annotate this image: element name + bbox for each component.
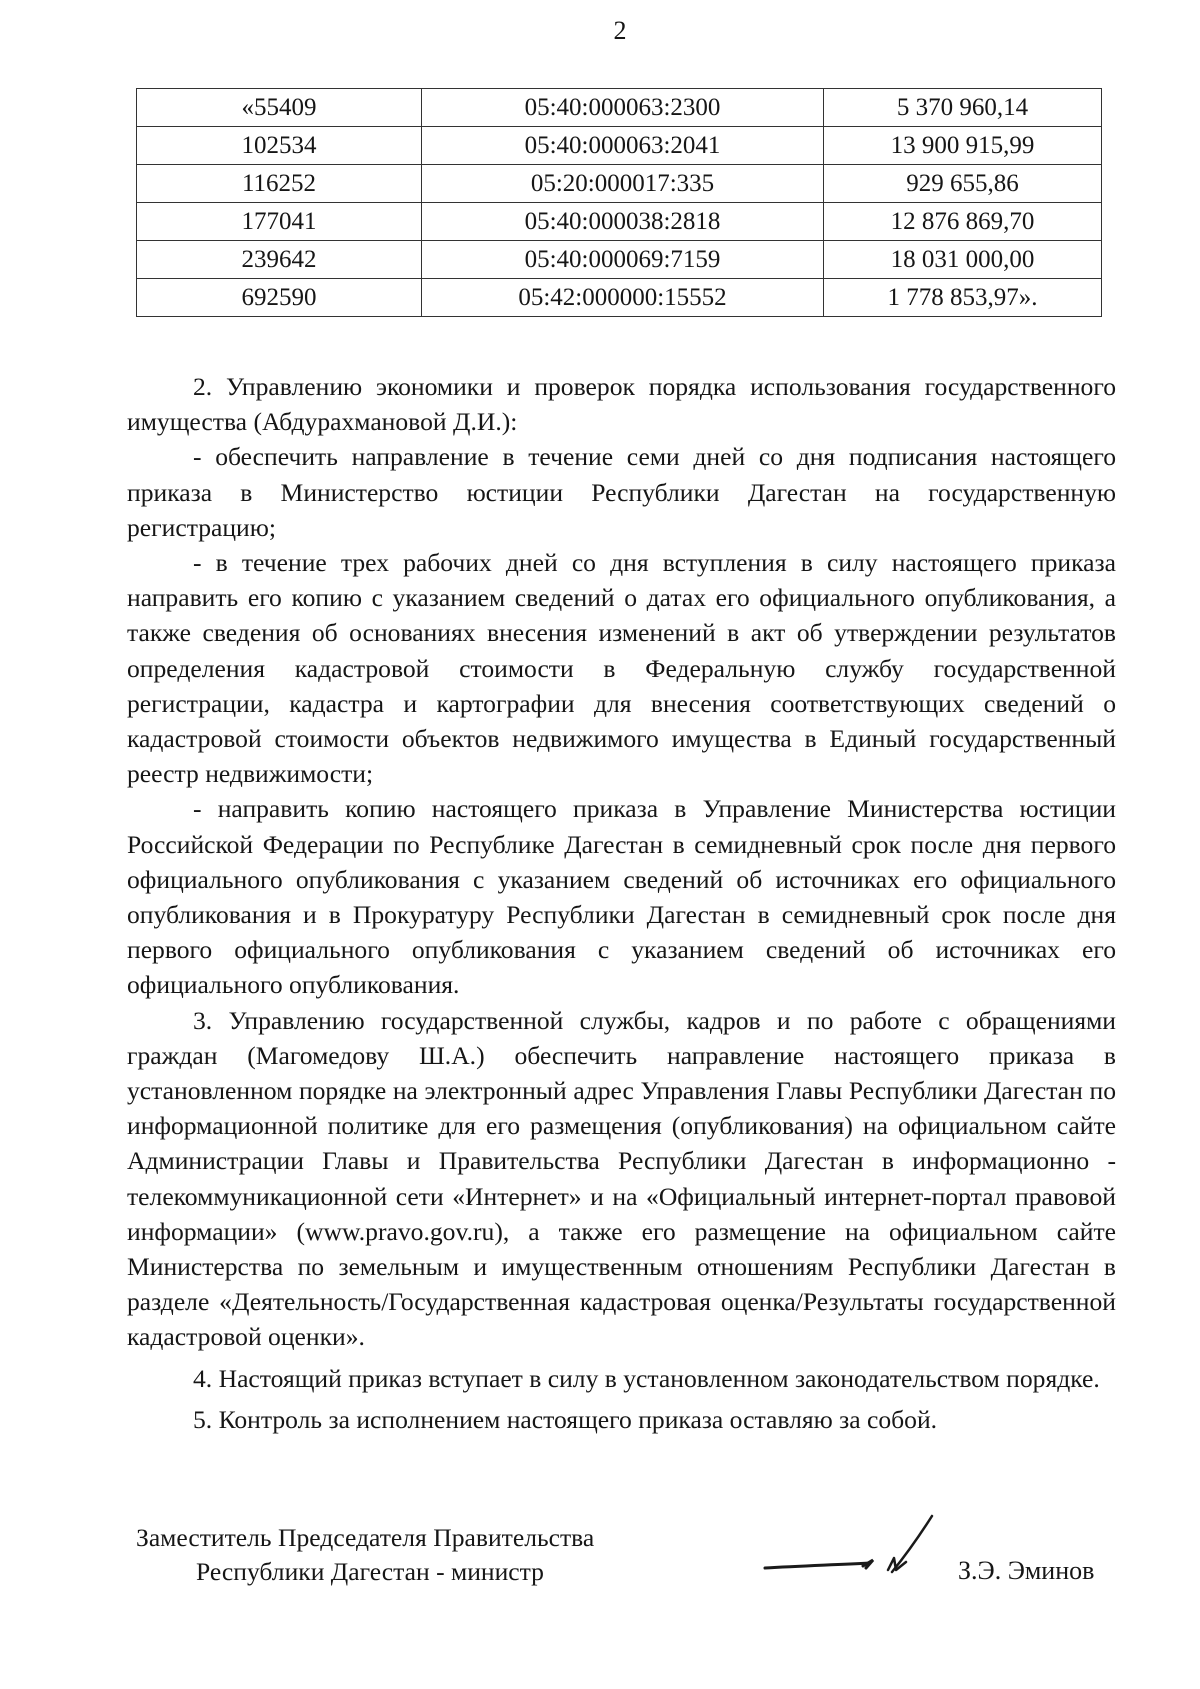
pravo-gov-link[interactable]: www.pravo.gov.ru — [305, 1216, 495, 1246]
table-cell-cadastral-number: 05:40:000069:7159 — [422, 241, 824, 279]
signatory-title — [136, 1521, 594, 1589]
paragraph-4: 4. Настоящий приказ вступает в силу в установленном законодательством порядке. — [193, 1363, 1100, 1393]
table-cell-number: 116252 — [137, 165, 422, 203]
table-cell-value: 1 778 853,97». — [824, 279, 1102, 317]
table-cell-number: 177041 — [137, 203, 422, 241]
table-cell-value: 5 370 960,14 — [824, 89, 1102, 127]
table-cell-cadastral-number: 05:40:000038:2818 — [422, 203, 824, 241]
table-row — [137, 89, 1102, 127]
table-cell-cadastral-number: 05:40:000063:2300 — [422, 89, 824, 127]
page-number: 2 — [613, 16, 627, 45]
table-cell-value: 18 031 000,00 — [824, 241, 1102, 279]
table-row — [137, 203, 1102, 241]
paragraph-5: 5. Контроль за исполнением настоящего приказа оставляю за собой. — [193, 1404, 938, 1434]
table-row — [137, 241, 1102, 279]
table-cell-cadastral-number: 05:42:000000:15552 — [422, 279, 824, 317]
signatory-title-line-2: Республики Дагестан - министр — [196, 1557, 544, 1586]
table-cell-number: 239642 — [137, 241, 422, 279]
table-cell-number: 692590 — [137, 279, 422, 317]
table-cell-cadastral-number: 05:40:000063:2041 — [422, 127, 824, 165]
table-cell-value: 13 900 915,99 — [824, 127, 1102, 165]
order-body — [127, 369, 1116, 1437]
table-row — [137, 165, 1102, 203]
paragraph-2-item-3: - направить копию настоящего приказа в Управление Министерства юстиции Российской Федерации по Республике Дагестан в семидневный срок после дня первого официального опубликования с указанием сведений об источниках его официального опубликования и в Прокуратуру Республики Дагестан в семидневный срок после дня первого официального опубликования с указанием сведений об источниках его официального опубликования. — [127, 794, 1116, 1000]
paragraph-2: 2. Управлению экономики и проверок порядка использования государственного имущества (Абдурахмановой Д.И.): — [127, 372, 1116, 437]
signatory-name: З.Э. Эминов — [958, 1556, 1095, 1585]
paragraph-2-item-2: - в течение трех рабочих дней со дня вступления в силу настоящего приказа направить его копию с указанием сведений о датах его официального опубликования, а также сведения об основаниях внесения изменений в акт об утверждении результатов определения кадастровой стоимости в Федеральную службу государственной регистрации, кадастра и картографии для внесения соответствующих сведений о кадастровой стоимости объектов недвижимого имущества в Единый государственный реестр недвижимости; — [127, 548, 1116, 789]
table-row — [137, 127, 1102, 165]
table-cell-number: «55409 — [137, 89, 422, 127]
table-cell-value: 929 655,86 — [824, 165, 1102, 203]
handwritten-signature — [760, 1506, 960, 1586]
table-cell-value: 12 876 869,70 — [824, 203, 1102, 241]
paragraph-3 — [127, 1003, 1116, 1355]
table-row — [137, 279, 1102, 317]
paragraph-2-item-1: - обеспечить направление в течение семи дней со дня подписания настоящего приказа в Министерство юстиции Республики Дагестан на государственную регистрацию; — [127, 442, 1116, 542]
paragraph-3-text-end: ), а также его размещение на официальном сайте Министерства по земельным и имущественным отношениям Республики Дагестан в разделе «Деятельность/Государственная кадастровая оценка/Результаты государственной кадастровой оценки». — [127, 1216, 1116, 1352]
table-cell-number: 102534 — [137, 127, 422, 165]
cadastral-value-table — [136, 88, 1102, 317]
paragraph-3-text-start: 3. Управлению государственной службы, кадров и по работе с обращениями граждан (Магомедову Ш.А.) обеспечить направление настоящего приказа в установленном порядке на электронный адрес Управления Главы Республики Дагестан по информационной политике для его размещения (опубликования) на официальном сайте Администрации Главы и Правительства Республики Дагестан в информационно - телекоммуникационной сети «Интернет» и на «Официальный интернет-портал правовой информации» ( — [127, 1005, 1116, 1246]
signatory-title-line-1: Заместитель Председателя Правительства — [136, 1523, 595, 1552]
table-cell-cadastral-number: 05:20:000017:335 — [422, 165, 824, 203]
